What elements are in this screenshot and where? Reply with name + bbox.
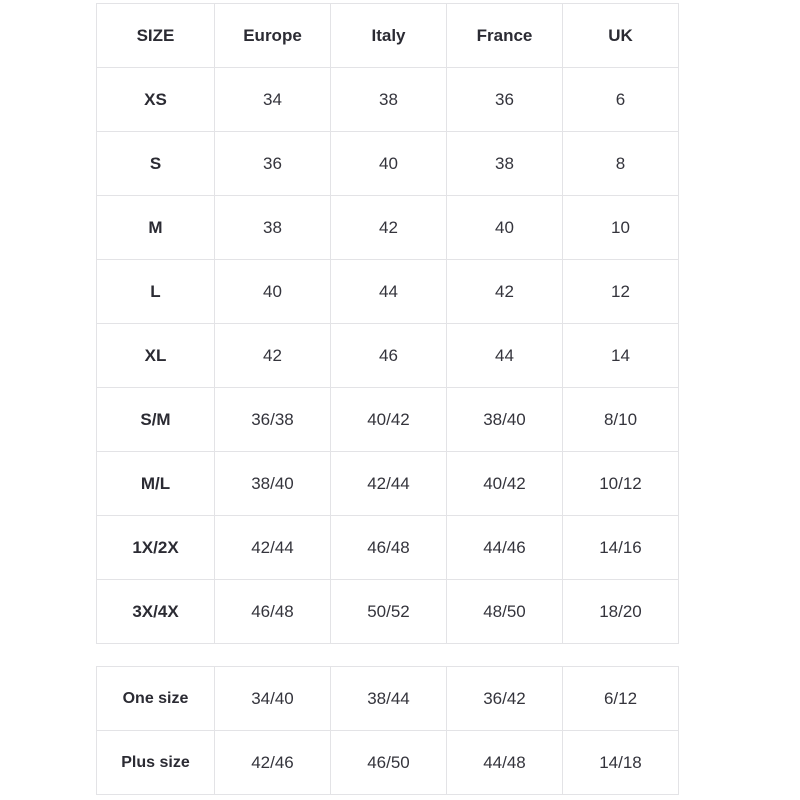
main-size-table [96,3,679,644]
cell-size-label: S/M [97,388,215,452]
cell-europe: 36 [215,132,331,196]
cell-size-label: XL [97,324,215,388]
cell-france: 36/42 [447,667,563,731]
cell-france: 40/42 [447,452,563,516]
cell-italy: 46/50 [331,731,447,795]
cell-uk: 14 [563,324,679,388]
table-row [97,731,679,795]
cell-europe: 34/40 [215,667,331,731]
column-header-france: France [447,4,563,68]
onesize-plussize-table [96,666,679,795]
cell-france: 40 [447,196,563,260]
column-header-europe: Europe [215,4,331,68]
cell-size-label: XS [97,68,215,132]
cell-europe: 46/48 [215,580,331,644]
table-row [97,452,679,516]
table-row [97,516,679,580]
table-body [97,667,679,795]
table-row [97,388,679,452]
cell-europe: 40 [215,260,331,324]
cell-uk: 10 [563,196,679,260]
table-row [97,667,679,731]
cell-france: 44/48 [447,731,563,795]
cell-italy: 42 [331,196,447,260]
cell-france: 42 [447,260,563,324]
column-header-uk: UK [563,4,679,68]
table-row [97,132,679,196]
cell-size-label: 3X/4X [97,580,215,644]
cell-uk: 6/12 [563,667,679,731]
cell-uk: 14/18 [563,731,679,795]
cell-france: 48/50 [447,580,563,644]
cell-europe: 38 [215,196,331,260]
cell-france: 44/46 [447,516,563,580]
cell-italy: 44 [331,260,447,324]
table-header [97,4,679,68]
cell-size-label: M [97,196,215,260]
table-body [97,68,679,644]
cell-italy: 46/48 [331,516,447,580]
cell-uk: 18/20 [563,580,679,644]
table-row [97,68,679,132]
cell-france: 38/40 [447,388,563,452]
cell-europe: 34 [215,68,331,132]
cell-italy: 40 [331,132,447,196]
cell-uk: 14/16 [563,516,679,580]
cell-italy: 38 [331,68,447,132]
cell-size-label: S [97,132,215,196]
table-row [97,260,679,324]
table-row [97,580,679,644]
table-header-row [97,4,679,68]
cell-uk: 8/10 [563,388,679,452]
cell-france: 36 [447,68,563,132]
cell-size-label: L [97,260,215,324]
cell-italy: 40/42 [331,388,447,452]
table-row [97,196,679,260]
column-header-italy: Italy [331,4,447,68]
cell-italy: 38/44 [331,667,447,731]
cell-italy: 42/44 [331,452,447,516]
cell-europe: 42/44 [215,516,331,580]
cell-europe: 36/38 [215,388,331,452]
cell-size-label: Plus size [97,731,215,795]
cell-size-label: One size [97,667,215,731]
main-size-table-container [96,3,679,644]
cell-uk: 10/12 [563,452,679,516]
cell-europe: 42 [215,324,331,388]
column-header-size: SIZE [97,4,215,68]
cell-europe: 38/40 [215,452,331,516]
onesize-plussize-table-container [96,666,679,795]
cell-europe: 42/46 [215,731,331,795]
cell-uk: 12 [563,260,679,324]
cell-france: 44 [447,324,563,388]
cell-italy: 46 [331,324,447,388]
cell-italy: 50/52 [331,580,447,644]
cell-uk: 8 [563,132,679,196]
cell-size-label: 1X/2X [97,516,215,580]
cell-france: 38 [447,132,563,196]
table-row [97,324,679,388]
cell-size-label: M/L [97,452,215,516]
cell-uk: 6 [563,68,679,132]
